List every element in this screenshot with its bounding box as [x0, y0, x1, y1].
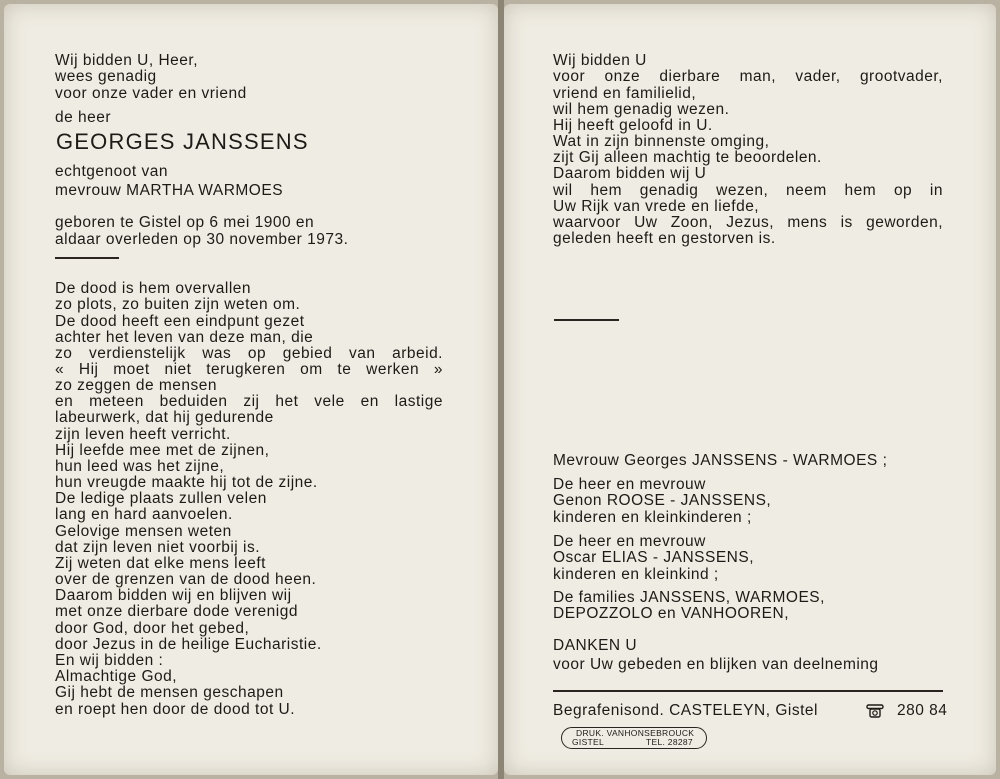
poem-line: en meteen beduiden zij het vele en lastige: [55, 393, 443, 410]
prayer-line: Daarom bidden wij U: [553, 165, 707, 182]
thanks-heading: DANKEN U: [553, 637, 638, 654]
death-line: aldaar overleden op 30 november 1973.: [55, 231, 349, 248]
poem-line: door God, door het gebed,: [55, 620, 250, 637]
divider: [55, 257, 119, 259]
birth-line: geboren te Gistel op 6 mei 1900 en: [55, 214, 315, 231]
family-line: Oscar ELIAS - JANSSENS,: [553, 549, 754, 566]
family-line: Mevrouw Georges JANSSENS - WARMOES ;: [553, 452, 888, 469]
poem-line: Gelovige mensen weten: [55, 523, 232, 540]
prayer-line: Wij bidden U: [553, 52, 647, 69]
printer-stamp: [561, 727, 707, 749]
poem-line: « Hij moet niet terugkeren om te werken »: [55, 361, 443, 378]
spouse-name: mevrouw MARTHA WARMOES: [55, 182, 284, 199]
poem-line: achter het leven van deze man, die: [55, 329, 314, 346]
telephone-icon: [866, 704, 884, 718]
deceased-name: GEORGES JANSSENS: [56, 129, 309, 154]
prayer-line: wil hem genadig wezen.: [553, 101, 730, 118]
prayer-intro-line: Wij bidden U, Heer,: [55, 52, 199, 69]
poem-line: zijn leven heeft verricht.: [55, 426, 231, 443]
card-fold: [498, 0, 504, 779]
poem-line: zo plots, zo buiten zijn weten om.: [55, 296, 301, 313]
poem-line: hun leed was het zijne,: [55, 458, 225, 475]
poem-line: Zij weten dat elke mens leeft: [55, 555, 266, 572]
printer-city: GISTEL: [572, 737, 605, 747]
prayer-line: Uw Rijk van vrede en liefde,: [553, 198, 760, 215]
prayer-line: vriend en familielid,: [553, 85, 697, 102]
prayer-line: geleden heeft en gestorven is.: [553, 230, 776, 247]
poem-line: en roept hen door de dood tot U.: [55, 701, 296, 718]
poem-line: De ledige plaats zullen velen: [55, 490, 267, 507]
printer-name: DRUK. VANHONSEBROUCK: [576, 728, 695, 738]
poem-line: dat zijn leven niet voorbij is.: [55, 539, 261, 556]
poem-line: Gij hebt de mensen geschapen: [55, 684, 284, 701]
poem-line: lang en hard aanvoelen.: [55, 506, 233, 523]
poem-line: De dood heeft een eindpunt gezet: [55, 313, 305, 330]
prayer-intro-line: voor onze vader en vriend: [55, 85, 247, 102]
prayer-line: waarvoor Uw Zoon, Jezus, mens is geworden,: [553, 214, 943, 231]
printer-tel: TEL. 28287: [646, 737, 693, 747]
family-line: kinderen en kleinkinderen ;: [553, 509, 752, 526]
family-line: De heer en mevrouw: [553, 476, 706, 493]
family-line: DEPOZZOLO en VANHOOREN,: [553, 605, 790, 622]
poem-line: hun vreugde maakte hij tot de zijne.: [55, 474, 318, 491]
poem-line: door Jezus in de heilige Eucharistie.: [55, 636, 322, 653]
poem-line: De dood is hem overvallen: [55, 280, 252, 297]
poem-line: Almachtige God,: [55, 668, 178, 685]
prayer-intro-line: wees genadig: [55, 68, 157, 85]
prayer-line: Hij heeft geloofd in U.: [553, 117, 713, 134]
prayer-line: zijt Gij alleen machtig te beoordelen.: [553, 149, 822, 166]
spouse-intro: echtgenoot van: [55, 163, 169, 180]
poem-line: labeurwerk, dat hij gedurende: [55, 409, 274, 426]
honorific: de heer: [55, 109, 112, 126]
poem-line: En wij bidden :: [55, 652, 164, 669]
family-line: De heer en mevrouw: [553, 533, 706, 550]
poem-line: met onze dierbare dode verenigd: [55, 603, 298, 620]
prayer-line: Wat in zijn binnenste omging,: [553, 133, 770, 150]
family-line: kinderen en kleinkind ;: [553, 566, 719, 583]
poem-line: zo verdienstelijk was op gebied van arbeid.: [55, 345, 443, 362]
poem-line: Hij leefde mee met de zijnen,: [55, 442, 270, 459]
prayer-line: voor onze dierbare man, vader, grootvader,: [553, 68, 943, 85]
divider: [554, 319, 619, 321]
poem-line: zo zeggen de mensen: [55, 377, 218, 394]
footer-rule: [553, 690, 943, 692]
poem-line: over de grenzen van de dood heen.: [55, 571, 317, 588]
family-line: De families JANSSENS, WARMOES,: [553, 589, 825, 606]
prayer-line: wil hem genadig wezen, neem hem op in: [553, 182, 943, 199]
poem-line: Daarom bidden wij en blijven wij: [55, 587, 292, 604]
family-line: Genon ROOSE - JANSSENS,: [553, 492, 772, 509]
funeral-home: Begrafenisond. CASTELEYN, Gistel: [553, 702, 818, 719]
phone-number: 280 84: [897, 702, 948, 719]
thanks-text: voor Uw gebeden en blijken van deelneming: [553, 656, 879, 673]
